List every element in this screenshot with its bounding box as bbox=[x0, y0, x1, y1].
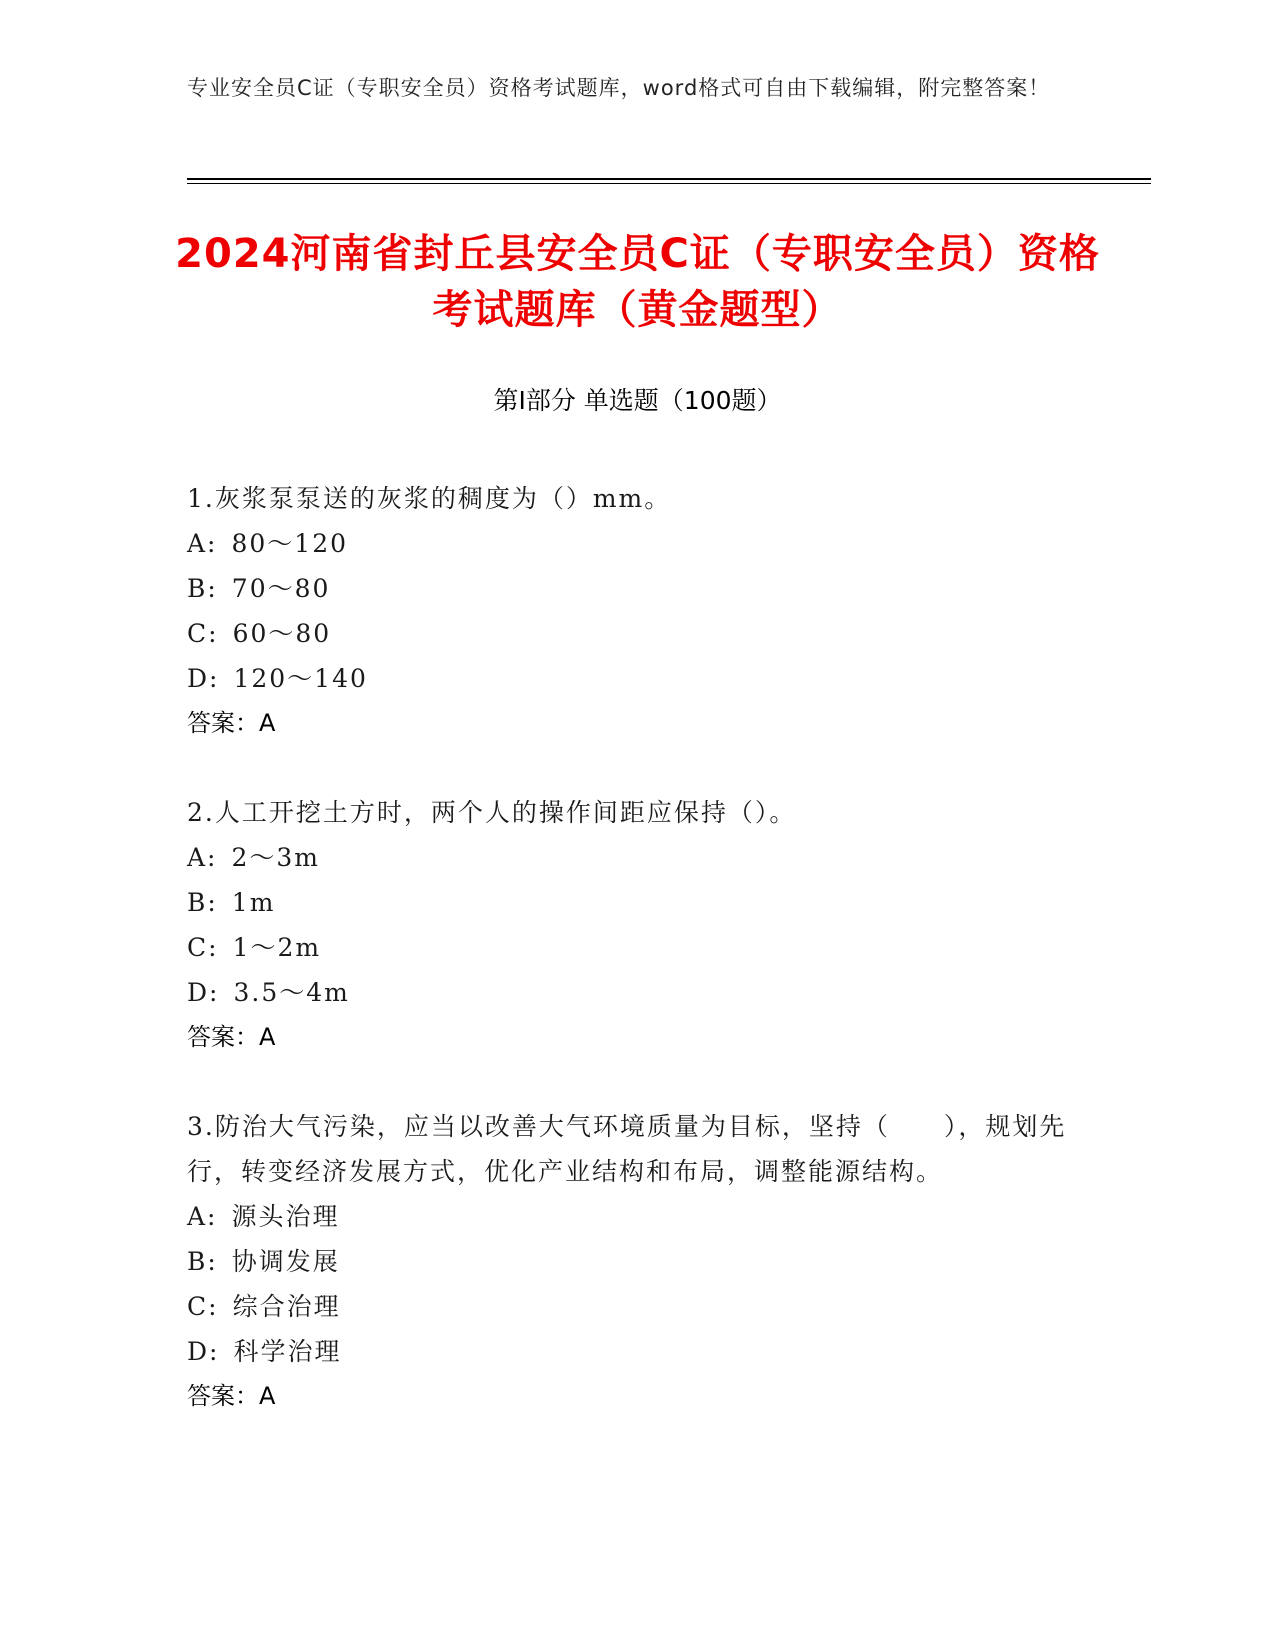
option-c bbox=[187, 925, 1077, 970]
option-d bbox=[187, 1329, 1077, 1374]
option-letter: C: bbox=[187, 1292, 219, 1321]
header-note: 专业安全员C证（专职安全员）资格考试题库，word格式可自由下载编辑，附完整答案！ bbox=[187, 76, 1051, 100]
header-rule bbox=[187, 178, 1151, 180]
option-text: 源头治理 bbox=[231, 1202, 340, 1231]
option-text: 1m bbox=[231, 888, 276, 917]
option-d bbox=[187, 970, 1077, 1015]
answer: 答案：A bbox=[187, 1382, 276, 1410]
option-text: 2～3m bbox=[231, 843, 321, 872]
option-c bbox=[187, 1284, 1077, 1329]
option-letter: B: bbox=[187, 1247, 218, 1276]
option-letter: A: bbox=[187, 529, 218, 558]
option-d bbox=[187, 656, 1077, 701]
option-text: 60～80 bbox=[232, 619, 332, 648]
option-text: 科学治理 bbox=[233, 1337, 342, 1366]
option-text: 70～80 bbox=[231, 574, 331, 603]
option-letter: A: bbox=[187, 1202, 218, 1231]
option-b bbox=[187, 566, 1077, 611]
option-a bbox=[187, 835, 1077, 880]
option-letter: B: bbox=[187, 574, 218, 603]
option-text: 综合治理 bbox=[232, 1292, 341, 1321]
option-b bbox=[187, 1239, 1077, 1284]
option-letter: A: bbox=[187, 843, 218, 872]
option-letter: D: bbox=[187, 1337, 220, 1366]
answer: 答案：A bbox=[187, 1023, 276, 1051]
option-letter: D: bbox=[187, 664, 220, 693]
option-text: 协调发展 bbox=[231, 1247, 340, 1276]
option-letter: C: bbox=[187, 619, 219, 648]
option-text: 80～120 bbox=[231, 529, 349, 558]
question-2 bbox=[187, 790, 1077, 1060]
option-letter: C: bbox=[187, 933, 219, 962]
answer: 答案：A bbox=[187, 709, 276, 737]
option-a bbox=[187, 1194, 1077, 1239]
header-rule-thin bbox=[187, 183, 1151, 184]
option-text: 3.5～4m bbox=[233, 978, 350, 1007]
option-text: 1～2m bbox=[232, 933, 322, 962]
question-stem: 1.灰浆泵泵送的灰浆的稠度为（）mm。 bbox=[187, 484, 672, 513]
document-title: 2024河南省封丘县安全员C证（专职安全员）资格考试题库（黄金题型） bbox=[175, 231, 1100, 333]
question-1 bbox=[187, 476, 1077, 746]
option-letter: B: bbox=[187, 888, 218, 917]
question-stem: 3.防治大气污染，应当以改善大气环境质量为目标，坚持（ ），规划先行，转变经济发展方式，优化产业结构和布局，调整能源结构。 bbox=[187, 1112, 1067, 1186]
option-letter: D: bbox=[187, 978, 220, 1007]
option-a bbox=[187, 521, 1077, 566]
question-3 bbox=[187, 1104, 1077, 1419]
option-text: 120～140 bbox=[233, 664, 368, 693]
section-title: 第Ⅰ部分 单选题（100题） bbox=[493, 386, 782, 415]
option-c bbox=[187, 611, 1077, 656]
question-stem: 2.人工开挖土方时，两个人的操作间距应保持（）。 bbox=[187, 798, 797, 827]
option-b bbox=[187, 880, 1077, 925]
